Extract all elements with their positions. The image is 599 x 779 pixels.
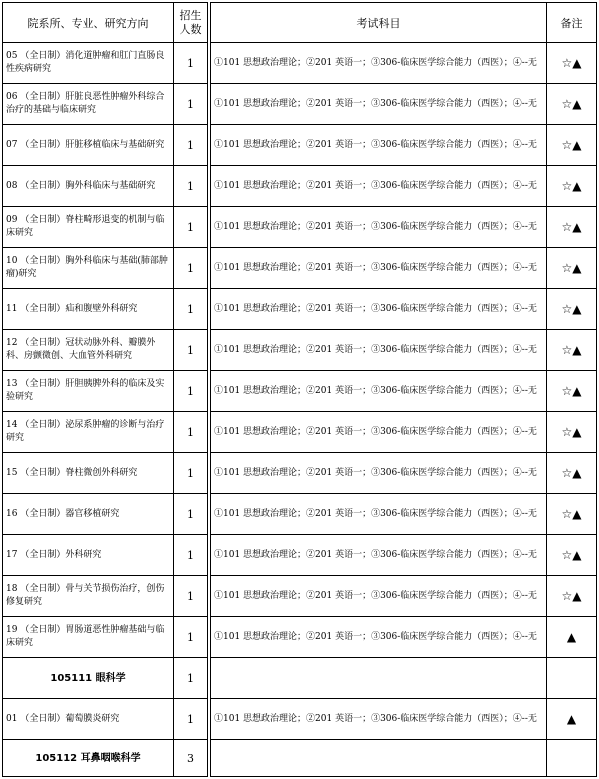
research-direction-cell: 17 （全日制）外科研究 bbox=[3, 535, 174, 576]
quota-cell: 1 bbox=[174, 289, 208, 330]
exam-subjects-cell: ①101 思想政治理论；②201 英语一；③306-临床医学综合能力（西医）；④--无 bbox=[211, 494, 547, 535]
quota-cell: 1 bbox=[174, 453, 208, 494]
quota-cell: 1 bbox=[174, 330, 208, 371]
research-direction-cell: 19 （全日制）胃肠道恶性肿瘤基础与临床研究 bbox=[3, 617, 174, 658]
exam-subjects-cell: ①101 思想政治理论；②201 英语一；③306-临床医学综合能力（西医）；④--无 bbox=[211, 84, 547, 125]
notes-cell: ▲ bbox=[547, 699, 597, 740]
research-direction-cell: 13 （全日制）肝胆胰脾外科的临床及实验研究 bbox=[3, 371, 174, 412]
exam-subjects-cell: ①101 思想政治理论；②201 英语一；③306-临床医学综合能力（西医）；④--无 bbox=[211, 576, 547, 617]
quota-cell: 1 bbox=[174, 84, 208, 125]
research-direction-cell: 07 （全日制）肝脏移植临床与基础研究 bbox=[3, 125, 174, 166]
table-row bbox=[3, 453, 597, 494]
header-subjects: 考试科目 bbox=[211, 3, 547, 43]
table-row bbox=[3, 535, 597, 576]
quota-cell: 3 bbox=[174, 740, 208, 777]
exam-subjects-cell: ①101 思想政治理论；②201 英语一；③306-临床医学综合能力（西医）；④--无 bbox=[211, 289, 547, 330]
exam-subjects-cell: ①101 思想政治理论；②201 英语一；③306-临床医学综合能力（西医）；④--无 bbox=[211, 125, 547, 166]
table-section-row bbox=[3, 740, 597, 777]
notes-cell: ☆▲ bbox=[547, 166, 597, 207]
research-direction-cell: 11 （全日制）疝和腹壁外科研究 bbox=[3, 289, 174, 330]
exam-subjects-cell bbox=[211, 740, 547, 777]
exam-subjects-cell: ①101 思想政治理论；②201 英语一；③306-临床医学综合能力（西医）；④--无 bbox=[211, 248, 547, 289]
research-direction-cell: 01 （全日制）葡萄膜炎研究 bbox=[3, 699, 174, 740]
exam-subjects-cell: ①101 思想政治理论；②201 英语一；③306-临床医学综合能力（西医）；④--无 bbox=[211, 43, 547, 84]
quota-cell: 1 bbox=[174, 535, 208, 576]
exam-subjects-cell: ①101 思想政治理论；②201 英语一；③306-临床医学综合能力（西医）；④--无 bbox=[211, 535, 547, 576]
notes-cell: ☆▲ bbox=[547, 330, 597, 371]
table-row bbox=[3, 289, 597, 330]
quota-cell: 1 bbox=[174, 658, 208, 699]
quota-cell: 1 bbox=[174, 576, 208, 617]
admissions-table bbox=[2, 2, 597, 777]
table-row bbox=[3, 207, 597, 248]
research-direction-cell: 105112 耳鼻咽喉科学 bbox=[3, 740, 174, 777]
table-header-row bbox=[3, 3, 597, 43]
notes-cell: ☆▲ bbox=[547, 125, 597, 166]
notes-cell: ▲ bbox=[547, 617, 597, 658]
quota-cell: 1 bbox=[174, 207, 208, 248]
research-direction-cell: 08 （全日制）胸外科临床与基础研究 bbox=[3, 166, 174, 207]
research-direction-cell: 18 （全日制）骨与关节损伤治疗，创伤修复研究 bbox=[3, 576, 174, 617]
quota-cell: 1 bbox=[174, 125, 208, 166]
notes-cell: ☆▲ bbox=[547, 494, 597, 535]
notes-cell: ☆▲ bbox=[547, 289, 597, 330]
notes-cell: ☆▲ bbox=[547, 371, 597, 412]
research-direction-cell: 09 （全日制）脊柱畸形退变的机制与临床研究 bbox=[3, 207, 174, 248]
exam-subjects-cell: ①101 思想政治理论；②201 英语一；③306-临床医学综合能力（西医）；④--无 bbox=[211, 617, 547, 658]
exam-subjects-cell: ①101 思想政治理论；②201 英语一；③306-临床医学综合能力（西医）；④--无 bbox=[211, 207, 547, 248]
notes-cell: ☆▲ bbox=[547, 576, 597, 617]
table-row bbox=[3, 84, 597, 125]
table-row bbox=[3, 699, 597, 740]
research-direction-cell: 14 （全日制）泌尿系肿瘤的诊断与治疗研究 bbox=[3, 412, 174, 453]
exam-subjects-cell: ①101 思想政治理论；②201 英语一；③306-临床医学综合能力（西医）；④--无 bbox=[211, 699, 547, 740]
quota-cell: 1 bbox=[174, 43, 208, 84]
exam-subjects-cell: ①101 思想政治理论；②201 英语一；③306-临床医学综合能力（西医）；④--无 bbox=[211, 371, 547, 412]
table-row bbox=[3, 576, 597, 617]
quota-cell: 1 bbox=[174, 166, 208, 207]
table-row bbox=[3, 166, 597, 207]
notes-cell bbox=[547, 740, 597, 777]
research-direction-cell: 06 （全日制）肝脏良恶性肿瘤外科综合治疗的基础与临床研究 bbox=[3, 84, 174, 125]
quota-cell: 1 bbox=[174, 617, 208, 658]
notes-cell: ☆▲ bbox=[547, 207, 597, 248]
quota-cell: 1 bbox=[174, 699, 208, 740]
research-direction-cell: 15 （全日制）脊柱微创外科研究 bbox=[3, 453, 174, 494]
notes-cell: ☆▲ bbox=[547, 84, 597, 125]
quota-cell: 1 bbox=[174, 412, 208, 453]
table-row bbox=[3, 494, 597, 535]
header-quota: 招生人数 bbox=[174, 3, 208, 43]
notes-cell: ☆▲ bbox=[547, 453, 597, 494]
table-row bbox=[3, 330, 597, 371]
notes-cell: ☆▲ bbox=[547, 43, 597, 84]
research-direction-cell: 12 （全日制）冠状动脉外科、瓣膜外科、房颤微创、大血管外科研究 bbox=[3, 330, 174, 371]
research-direction-cell: 10 （全日制）胸外科临床与基础(肺部肿瘤)研究 bbox=[3, 248, 174, 289]
exam-subjects-cell: ①101 思想政治理论；②201 英语一；③306-临床医学综合能力（西医）；④--无 bbox=[211, 330, 547, 371]
table-row bbox=[3, 43, 597, 84]
research-direction-cell: 05 （全日制）消化道肿瘤和肛门直肠良性疾病研究 bbox=[3, 43, 174, 84]
notes-cell: ☆▲ bbox=[547, 535, 597, 576]
table-section-row bbox=[3, 658, 597, 699]
table-row bbox=[3, 412, 597, 453]
header-direction: 院系所、专业、研究方向 bbox=[3, 3, 174, 43]
quota-cell: 1 bbox=[174, 248, 208, 289]
exam-subjects-cell: ①101 思想政治理论；②201 英语一；③306-临床医学综合能力（西医）；④--无 bbox=[211, 166, 547, 207]
research-direction-cell: 16 （全日制）器官移植研究 bbox=[3, 494, 174, 535]
header-notes: 备注 bbox=[547, 3, 597, 43]
notes-cell bbox=[547, 658, 597, 699]
table-row bbox=[3, 617, 597, 658]
quota-cell: 1 bbox=[174, 371, 208, 412]
notes-cell: ☆▲ bbox=[547, 248, 597, 289]
exam-subjects-cell: ①101 思想政治理论；②201 英语一；③306-临床医学综合能力（西医）；④--无 bbox=[211, 453, 547, 494]
exam-subjects-cell: ①101 思想政治理论；②201 英语一；③306-临床医学综合能力（西医）；④--无 bbox=[211, 412, 547, 453]
research-direction-cell: 105111 眼科学 bbox=[3, 658, 174, 699]
notes-cell: ☆▲ bbox=[547, 412, 597, 453]
quota-cell: 1 bbox=[174, 494, 208, 535]
table-row bbox=[3, 125, 597, 166]
table-row bbox=[3, 371, 597, 412]
table-row bbox=[3, 248, 597, 289]
exam-subjects-cell bbox=[211, 658, 547, 699]
